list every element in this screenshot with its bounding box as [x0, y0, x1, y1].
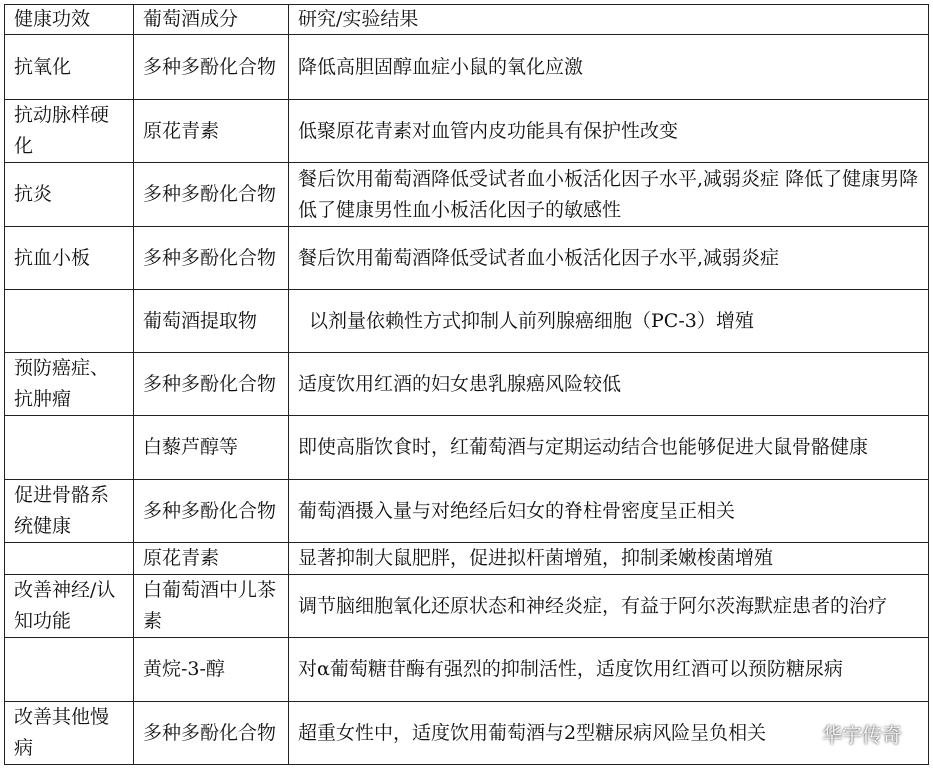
result-cell: 餐后饮用葡萄酒降低受试者血小板活化因子水平,减弱炎症: [289, 227, 929, 290]
result-cell: 即使高脂饮食时，红葡萄酒与定期运动结合也能够促进大鼠骨骼健康: [289, 416, 929, 480]
table-row: [5, 290, 929, 353]
table-row: [5, 353, 929, 416]
header-result: 研究/实验结果: [289, 5, 929, 35]
table-row: [5, 163, 929, 227]
component-cell: 多种多酚化合物: [134, 35, 289, 100]
component-cell: 黄烷-3-醇: [134, 638, 289, 702]
result-cell: 显著抑制大鼠肥胖，促进拟杆菌增殖，抑制柔嫩梭菌增殖: [289, 543, 929, 575]
effect-cell: 抗血小板: [5, 227, 134, 290]
component-cell: 白藜芦醇等: [134, 416, 289, 480]
component-cell: 多种多酚化合物: [134, 163, 289, 227]
wine-health-table: [4, 4, 929, 765]
effect-cell: 预防癌症、抗肿瘤: [5, 353, 134, 416]
effect-cell: 抗动脉样硬化: [5, 100, 134, 163]
result-cell: 餐后饮用葡萄酒降低受试者血小板活化因子水平,减弱炎症 降低了健康男降低了健康男性血小板活化因子的敏感性: [289, 163, 929, 227]
component-cell: 原花青素: [134, 543, 289, 575]
table-row: [5, 227, 929, 290]
table-row: [5, 100, 929, 163]
watermark-text: 华宇传奇: [822, 722, 902, 747]
component-cell: 多种多酚化合物: [134, 353, 289, 416]
table-row: [5, 35, 929, 100]
effect-cell: 促进骨骼系统健康: [5, 480, 134, 543]
effect-cell: 改善神经/认知功能: [5, 575, 134, 638]
effect-cell: 抗炎: [5, 163, 134, 227]
effect-cell: 抗氧化: [5, 35, 134, 100]
effect-cell: [5, 416, 134, 480]
result-cell: 对α葡萄糖苷酶有强烈的抑制活性，适度饮用红酒可以预防糖尿病: [289, 638, 929, 702]
result-cell: 降低高胆固醇血症小鼠的氧化应激: [289, 35, 929, 100]
table-row: [5, 575, 929, 638]
result-cell: 适度饮用红酒的妇女患乳腺癌风险较低: [289, 353, 929, 416]
result-cell: 超重女性中，适度饮用葡萄酒与2型糖尿病风险呈负相关: [289, 702, 929, 765]
table-row: [5, 480, 929, 543]
header-effect: 健康功效: [5, 5, 134, 35]
table-row: [5, 416, 929, 480]
table-row: [5, 702, 929, 765]
result-cell: 葡萄酒摄入量与对绝经后妇女的脊柱骨密度呈正相关: [289, 480, 929, 543]
result-cell: 低聚原花青素对血管内皮功能具有保护性改变: [289, 100, 929, 163]
component-cell: 原花青素: [134, 100, 289, 163]
effect-cell: [5, 543, 134, 575]
table-row: [5, 543, 929, 575]
header-component: 葡萄酒成分: [134, 5, 289, 35]
result-cell: 以剂量依赖性方式抑制人前列腺癌细胞（PC-3）增殖: [289, 290, 929, 353]
component-cell: 白葡萄酒中儿茶素: [134, 575, 289, 638]
component-cell: 多种多酚化合物: [134, 702, 289, 765]
table-header-row: [5, 5, 929, 35]
component-cell: 多种多酚化合物: [134, 227, 289, 290]
effect-cell: [5, 290, 134, 353]
component-cell: 葡萄酒提取物: [134, 290, 289, 353]
effect-cell: 改善其他慢病: [5, 702, 134, 765]
table-row: [5, 638, 929, 702]
result-cell: 调节脑细胞氧化还原状态和神经炎症，有益于阿尔茨海默症患者的治疗: [289, 575, 929, 638]
component-cell: 多种多酚化合物: [134, 480, 289, 543]
effect-cell: [5, 638, 134, 702]
